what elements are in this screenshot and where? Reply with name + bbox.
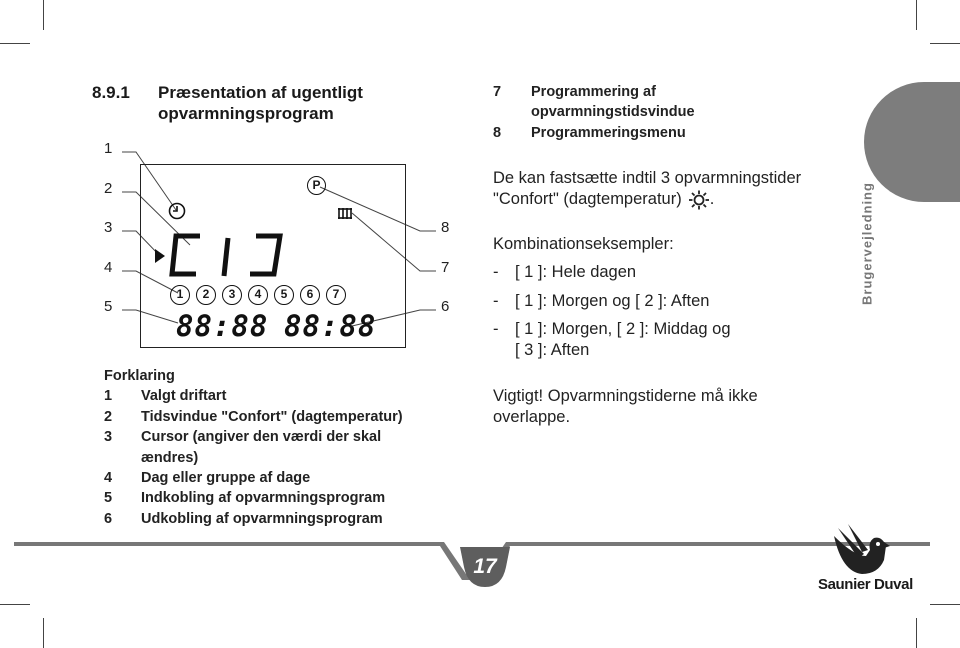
legend-item [493,82,695,102]
legend-num: 4 [104,470,113,487]
bird-logo-icon [828,522,892,578]
time-off-readout: 88:88 [284,309,377,343]
example-item [493,291,873,312]
legend-num [104,448,141,468]
day-button-1: 1 [170,285,190,305]
day-button-4: 4 [248,285,268,305]
page-number-badge [456,543,514,591]
clock-icon [168,202,186,220]
intro-line1: De kan fastsætte indtil 3 opvarmningstider [493,169,802,187]
section-title-line1: Præsentation af ugentligt [158,83,363,102]
examples-title: Kombinationseksempler: [493,235,674,253]
legend-num: 2 [104,408,113,425]
example-dash: - [493,263,499,281]
example-text: [ 1 ]: Morgen og [ 2 ]: Aften [515,292,710,310]
program-icon: P [307,176,326,195]
legend-num: 6 [104,510,113,527]
legend-text: Dag eller gruppe af dage [141,470,311,487]
example-item [493,262,873,283]
legend-item [493,123,695,143]
legend-item [104,468,464,488]
legend-title: Forklaring [104,368,175,384]
example-item [493,340,873,361]
legend-text: ændres) [141,449,199,466]
day-button-7: 7 [326,285,346,305]
intro-line2-end: . [709,190,715,208]
legend-num: 3 [104,429,113,446]
legend-num: 5 [104,490,113,507]
legend-item [104,509,464,529]
legend-text: Udkobling af opvarmningsprogram [141,510,383,527]
example-dash: - [493,292,499,310]
warning-line1: Vigtigt! Opvarmningstiderne må ikke [493,387,758,405]
legend-text: Indkobling af opvarmningsprogram [141,490,386,507]
callout-5: 5 [104,298,113,315]
examples [493,234,873,361]
legend-num: 8 [493,124,502,141]
brand-name: Saunier Duval [818,576,913,593]
legend-item [104,448,464,468]
cursor-icon [155,249,165,263]
callout-4: 4 [104,259,113,276]
example-text: [ 1 ]: Hele dagen [515,263,637,281]
time-on-readout: 88:88 [176,309,269,343]
legend-text: Programmering af [531,84,656,100]
day-button-5: 5 [274,285,294,305]
sun-icon [688,190,710,210]
legend-num: 7 [493,84,502,100]
example-dash: - [493,320,499,338]
warning-line2: overlappe. [493,408,571,426]
example-text: [ 3 ]: Aften [515,341,590,359]
legend-text: Tidsvindue "Confort" (dagtemperatur) [141,408,403,425]
right-legend [493,82,695,143]
legend-text: Programmeringsmenu [531,124,686,141]
mode-digits-icon [168,232,286,280]
legend-text: opvarmningstidsvindue [531,104,695,121]
radiator-icon [337,205,353,221]
day-button-2: 2 [196,285,216,305]
example-text: [ 1 ]: Morgen, [ 2 ]: Middag og [515,320,731,338]
example-dash [493,340,515,361]
section-title-line2: opvarmningsprogram [158,104,334,123]
side-tab-label: Brugervejledning [859,182,875,305]
intro-line2: "Confort" (dagtemperatur) [493,190,682,208]
intro-paragraph [493,168,873,210]
legend [104,366,464,529]
legend-num [493,102,531,122]
legend-item [104,427,464,447]
legend-item [104,407,464,427]
example-item [493,319,873,340]
callout-8: 8 [441,219,450,236]
legend-text: Valgt driftart [141,388,227,405]
legend-text: Cursor (angiver den værdi der skal [141,429,382,446]
day-button-3: 3 [222,285,242,305]
callout-6: 6 [441,298,450,315]
warning [493,386,873,428]
day-button-6: 6 [300,285,320,305]
intro-line2-row [493,189,873,210]
day-buttons [170,285,346,305]
legend-item [493,102,695,122]
callout-7: 7 [441,259,450,276]
section-number: 8.9.1 [92,83,130,102]
page-number: 17 [473,555,497,578]
callout-2: 2 [104,180,113,197]
callout-1: 1 [104,140,113,157]
callout-3: 3 [104,219,113,236]
legend-item [104,386,464,406]
legend-num: 1 [104,388,113,405]
legend-item [104,488,464,508]
